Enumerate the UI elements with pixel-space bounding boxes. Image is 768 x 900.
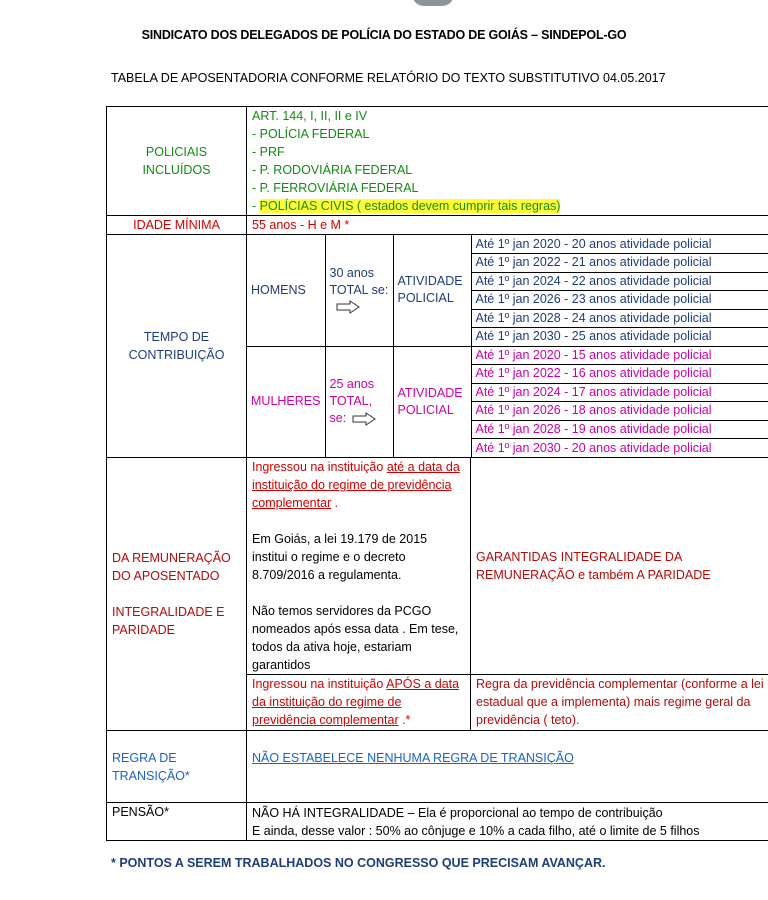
- row-pensao: [107, 803, 768, 841]
- remuneracao-label: [107, 458, 247, 731]
- footnote: * PONTOS A SEREM TRABALHADOS NO CONGRESSO QUE PRECISAM AVANÇAR.: [111, 856, 606, 870]
- case1-description: [247, 458, 471, 675]
- homens-total: 30 anos TOTAL se:: [325, 235, 393, 346]
- pensao-value: [247, 803, 768, 841]
- arrow-right-icon: [336, 300, 360, 314]
- case2-result: Regra da previdência complementar (conforme a lei estadual que a implementa) mais regime geral da previdência ( teto).: [471, 675, 768, 731]
- remuneracao-label-1: DA REMUNERAÇÃO DO APOSENTADO: [112, 551, 231, 583]
- sindepol-logo: [412, 0, 454, 6]
- policiais-item: - PRF: [252, 145, 285, 159]
- mulheres-row: Até 1º jan 2028 - 19 anos atividade policial: [471, 420, 768, 439]
- mulheres-row: Até 1º jan 2026 - 18 anos atividade policial: [471, 402, 768, 421]
- homens-type: ATIVIDADE POLICIAL: [393, 235, 471, 346]
- idade-label: IDADE MÍNIMA: [107, 216, 247, 235]
- tempo-content: [247, 235, 768, 458]
- policiais-list: [247, 107, 768, 216]
- mulheres-total: 25 anos TOTAL, se:: [325, 346, 393, 457]
- homens-row: Até 1º jan 2022 - 21 anos atividade policial: [471, 254, 768, 273]
- case2-condition: Ingressou na instituição APÓS a data da instituição do regime de previdência complementar .*: [247, 675, 471, 731]
- tempo-label: TEMPO DE CONTRIBUIÇÃO: [107, 235, 247, 458]
- mulheres-row: Até 1º jan 2024 - 17 anos atividade policial: [471, 383, 768, 402]
- homens-label: HOMENS: [247, 235, 325, 346]
- mulheres-type: ATIVIDADE POLICIAL: [393, 346, 471, 457]
- case1-paragraph-2: Não temos servidores da PCGO nomeados após essa data . Em tese, todos da ativa hoje, estariam garantidos: [252, 604, 459, 672]
- case1-condition: Ingressou na instituição até a data da instituição do regime de previdência complementar .: [252, 460, 460, 510]
- retirement-table: [106, 106, 768, 841]
- policiais-label: POLICIAIS INCLUÍDOS: [107, 107, 247, 216]
- mulheres-row: Até 1º jan 2022 - 16 anos atividade policial: [471, 365, 768, 384]
- homens-row: Até 1º jan 2030 - 25 anos atividade policial: [471, 328, 768, 347]
- transicao-label: REGRA DE TRANSIÇÃO*: [107, 731, 247, 803]
- homens-row: Até 1º jan 2026 - 23 anos atividade policial: [471, 291, 768, 310]
- mulheres-label: MULHERES: [247, 346, 325, 457]
- policiais-item: ART. 144, I, II, II e IV: [252, 109, 368, 123]
- row-policiais: [107, 107, 768, 216]
- civis-highlight: POLÍCIAS CIVIS ( estados devem cumprir tais regras): [259, 199, 561, 213]
- homens-row: Até 1º jan 2028 - 24 anos atividade policial: [471, 309, 768, 328]
- policiais-item-civis: - POLÍCIAS CIVIS ( estados devem cumprir tais regras): [252, 199, 561, 213]
- remuneracao-label-2: INTEGRALIDADE E PARIDADE: [112, 605, 225, 637]
- case1-result: GARANTIDAS INTEGRALIDADE DA REMUNERAÇÃO e também A PARIDADE: [471, 458, 768, 675]
- case1-paragraph-1: Em Goiás, a lei 19.179 de 2015 institui o regime e o decreto 8.709/2016 a regulamenta.: [252, 532, 428, 582]
- homens-row: Até 1º jan 2024 - 22 anos atividade policial: [471, 272, 768, 291]
- arrow-right-icon: [352, 412, 376, 426]
- row-transicao: [107, 731, 768, 803]
- policiais-item: - P. RODOVIÁRIA FEDERAL: [252, 163, 413, 177]
- org-title: SINDICATO DOS DELEGADOS DE POLÍCIA DO ESTADO DE GOIÁS – SINDEPOL-GO: [141, 28, 627, 42]
- mulheres-row: Até 1º jan 2020 - 15 anos atividade policial: [471, 346, 768, 365]
- transicao-value: NÃO ESTABELECE NENHUMA REGRA DE TRANSIÇÃO: [247, 731, 768, 803]
- pensao-line-1: NÃO HÁ INTEGRALIDADE – Ela é proporcional ao tempo de contribuição: [252, 805, 663, 820]
- row-remuneracao-1: [107, 458, 768, 675]
- row-tempo: [107, 235, 768, 458]
- mulheres-row: Até 1º jan 2030 - 20 anos atividade policial: [471, 439, 768, 458]
- homens-row: Até 1º jan 2020 - 20 anos atividade policial: [471, 235, 768, 254]
- row-idade: [107, 216, 768, 235]
- policiais-item: - P. FERROVIÁRIA FEDERAL: [252, 181, 419, 195]
- tempo-subtable: [247, 235, 768, 457]
- pensao-label: PENSÃO*: [107, 803, 247, 841]
- idade-value: 55 anos - H e M *: [247, 216, 768, 235]
- pensao-line-2: E ainda, desse valor : 50% ao cônjuge e 10% a cada filho, até o limite de 5 filhos: [252, 823, 700, 838]
- document-subtitle: TABELA DE APOSENTADORIA CONFORME RELATÓRIO DO TEXTO SUBSTITUTIVO 04.05.2017: [111, 71, 666, 85]
- policiais-item: - POLÍCIA FEDERAL: [252, 127, 370, 141]
